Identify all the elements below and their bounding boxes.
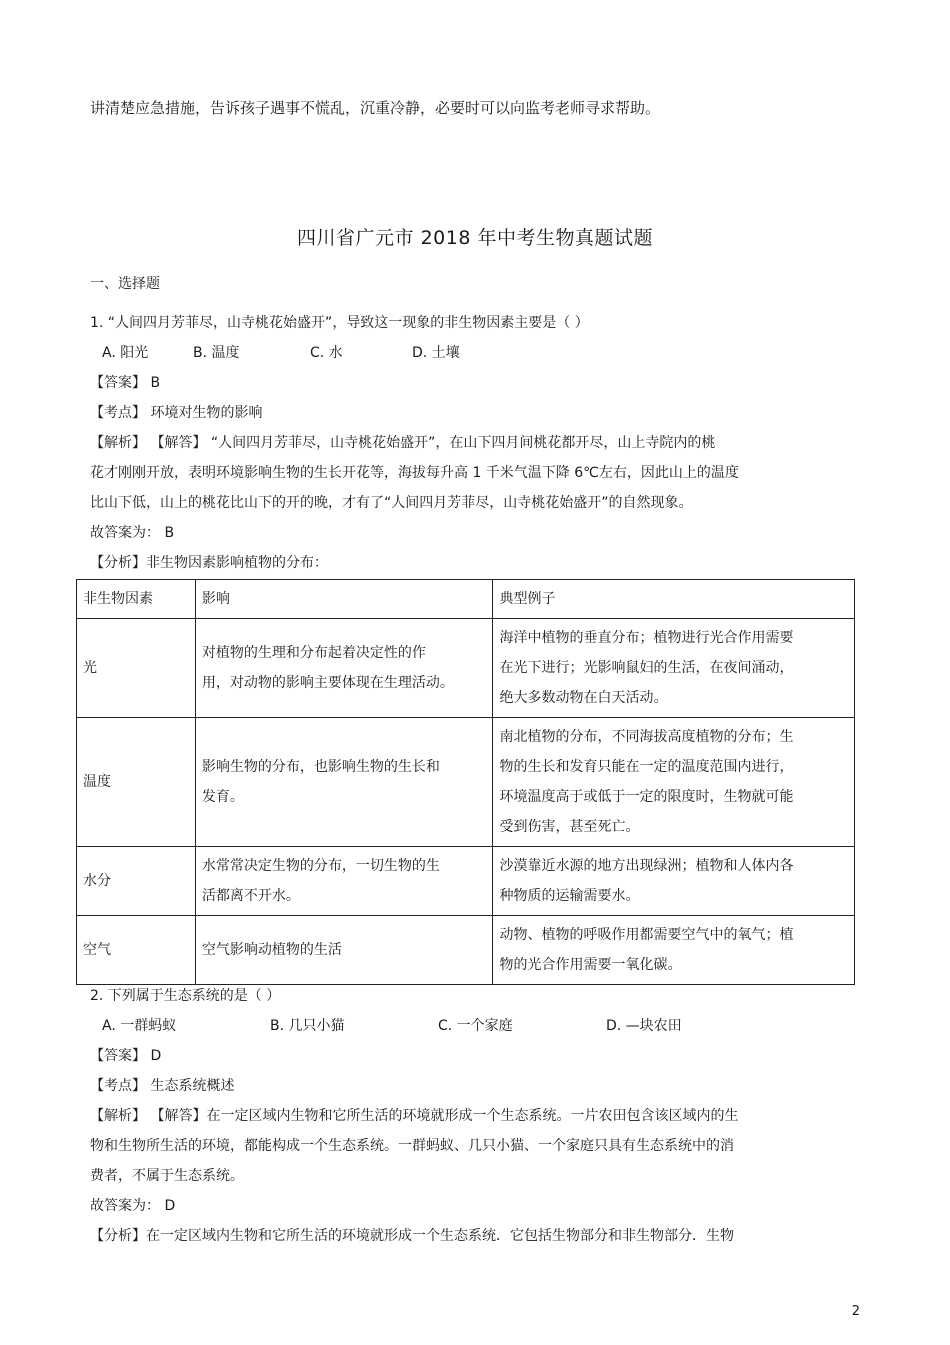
effect-cell — [195, 916, 493, 985]
section-heading: 一、选择题 — [90, 276, 160, 292]
q2-option-a: A. 一群蚂蚁 — [102, 1018, 177, 1034]
q2-analysis-line: 费者，不属于生态系统。 — [90, 1168, 244, 1184]
q1-analysis-line: 比山下低，山上的桃花比山下的开的晚，才有了“人间四月芳菲尽，山寺桃花始盛开”的自然现象。 — [90, 495, 693, 511]
example-line: 在光下进行；光影响鼠妇的生活，在夜间涌动， — [499, 660, 794, 676]
q2-option-c: C. 一个家庭 — [438, 1018, 513, 1034]
table-row — [77, 619, 855, 718]
q2-point: 【考点】 生态系统概述 — [90, 1078, 235, 1094]
example-cell — [493, 916, 855, 985]
effect-line: 对植物的生理和分布起着决定性的作 — [201, 645, 426, 661]
effect-line: 影响生物的分布，也影响生物的生长和 — [201, 759, 440, 775]
q1-answer: 【答案】 B — [90, 375, 161, 391]
table-header-row — [77, 580, 855, 619]
q2-analysis-line: 物和生物所生活的环境，都能构成一个生态系统。一群蚂蚁、几只小猫、一个家庭只具有生态系统中的消 — [90, 1138, 734, 1154]
table-row — [77, 847, 855, 916]
example-line: 环境温度高于或低于一定的限度时，生物就可能 — [499, 789, 794, 805]
q1-option-b: B. 温度 — [193, 345, 240, 361]
example-cell — [493, 619, 855, 718]
example-line: 物的光合作用需要一氧化碳。 — [499, 957, 682, 973]
factor-cell: 水分 — [77, 847, 196, 916]
effect-line: 发育。 — [201, 789, 244, 805]
table-header-cell: 非生物因素 — [77, 580, 196, 619]
effect-cell — [195, 847, 493, 916]
example-line: 南北植物的分布，不同海拔高度植物的分布；生 — [499, 729, 794, 745]
q2-stem: 2. 下列属于生态系统的是（ ） — [90, 988, 281, 1004]
effect-cell — [195, 718, 493, 847]
example-cell — [493, 847, 855, 916]
example-line: 动物、植物的呼吸作用都需要空气中的氧气；植 — [499, 927, 794, 943]
table-header-cell: 典型例子 — [493, 580, 855, 619]
q1-table-intro: 【分析】非生物因素影响植物的分布： — [90, 555, 328, 571]
table-row — [77, 916, 855, 985]
q1-analysis-line: 【解析】 【解答】 “人间四月芳菲尽，山寺桃花始盛开”，在山下四月间桃花都开尽，山上寺院内的桃 — [90, 435, 716, 451]
example-line: 种物质的运输需要水。 — [499, 888, 640, 904]
effect-line: 空气影响动植物的生活 — [201, 942, 342, 958]
effect-line: 水常常决定生物的分布，一切生物的生 — [201, 858, 440, 874]
page-number: 2 — [851, 1304, 860, 1319]
table-row — [77, 718, 855, 847]
q2-tail-text: 【分析】在一定区域内生物和它所生活的环境就形成一个生态系统．它包括生物部分和非生物部分．生物 — [90, 1228, 734, 1244]
example-cell — [493, 718, 855, 847]
effect-line: 活都离不开水。 — [201, 888, 300, 904]
q1-analysis-line: 花才刚刚开放，表明环境影响生物的生长开花等，海拔每升高 1 千米气温下降 6℃左右，因此山上的温度 — [90, 465, 739, 481]
table-header-cell: 影响 — [195, 580, 493, 619]
effect-cell — [195, 619, 493, 718]
example-line: 绝大多数动物在白天活动。 — [499, 690, 668, 706]
q1-option-a: A. 阳光 — [102, 345, 149, 361]
example-line: 受到伤害，甚至死亡。 — [499, 819, 640, 835]
factor-cell: 光 — [77, 619, 196, 718]
q2-final-answer: 故答案为： D — [90, 1198, 176, 1214]
q1-stem: 1. “人间四月芳菲尽，山寺桃花始盛开”，导致这一现象的非生物因素主要是（ ） — [90, 315, 589, 331]
q2-analysis-line: 【解析】 【解答】在一定区域内生物和它所生活的环境就形成一个生态系统。一片农田包含该区域内的生 — [90, 1108, 739, 1124]
q2-option-d: D. —块农田 — [606, 1018, 682, 1034]
example-line: 沙漠靠近水源的地方出现绿洲；植物和人体内各 — [499, 858, 794, 874]
example-line: 海洋中植物的垂直分布；植物进行光合作用需要 — [499, 630, 794, 646]
q1-final-answer: 故答案为： B — [90, 525, 175, 541]
factor-cell: 空气 — [77, 916, 196, 985]
example-line: 物的生长和发育只能在一定的温度范围内进行， — [499, 759, 794, 775]
effect-line: 用，对动物的影响主要体现在生理活动。 — [201, 675, 454, 691]
factor-cell: 温度 — [77, 718, 196, 847]
factor-table — [76, 579, 855, 985]
q2-answer: 【答案】 D — [90, 1048, 162, 1064]
q1-point: 【考点】 环境对生物的影响 — [90, 405, 263, 421]
q1-option-c: C. 水 — [310, 345, 343, 361]
intro-text: 讲清楚应急措施，告诉孩子遇事不慌乱，沉重冷静，必要时可以向监考老师寻求帮助。 — [90, 99, 661, 117]
q2-option-b: B. 几只小猫 — [270, 1018, 345, 1034]
page-title: 四川省广元市 2018 年中考生物真题试题 — [297, 227, 653, 249]
q1-option-d: D. 土壤 — [412, 345, 460, 361]
